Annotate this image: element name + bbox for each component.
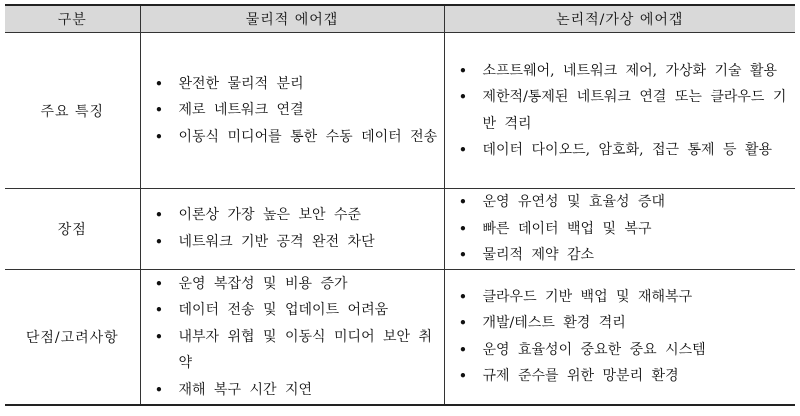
header-logical-airgap: 논리적/가상 에어갭 — [444, 5, 795, 33]
row-label-key-features: 주요 특징 — [5, 33, 140, 189]
list-item: • 내부자 위협 및 이동식 미디어 보안 취약 — [141, 324, 438, 377]
bullet-list — [445, 284, 796, 390]
list-item: • 네트워크 기반 공격 완전 차단 — [141, 229, 438, 256]
list-item: • 운영 효율성이 중요한 중요 시스템 — [445, 337, 790, 364]
list-item: • 이론상 가장 높은 보안 수준 — [141, 202, 438, 229]
list-item: • 소프트웨어, 네트워크 제어, 가상화 기술 활용 — [445, 58, 790, 85]
list-item: • 빠른 데이터 백업 및 복구 — [445, 216, 790, 243]
list-item: • 완전한 물리적 분리 — [141, 71, 438, 98]
list-item: • 이동식 미디어를 통한 수동 데이터 전송 — [141, 124, 438, 151]
list-item: • 재해 복구 시간 지연 — [141, 377, 438, 404]
logical-advantages-cell — [444, 189, 795, 270]
row-label-advantages: 장점 — [5, 189, 140, 270]
header-row — [5, 5, 795, 33]
row-key-features — [5, 33, 795, 189]
row-disadvantages — [5, 269, 795, 405]
physical-advantages-cell — [140, 189, 444, 270]
bullet-list — [445, 58, 796, 164]
list-item: • 개발/테스트 환경 격리 — [445, 310, 790, 337]
header-physical-airgap: 물리적 에어갭 — [140, 5, 444, 33]
bullet-list — [445, 189, 796, 269]
header-category: 구분 — [5, 5, 140, 33]
logical-key-features-cell — [444, 33, 795, 189]
bullet-list — [141, 271, 444, 404]
bullet-list — [141, 71, 444, 151]
list-item: • 운영 유연성 및 효율성 증대 — [445, 189, 790, 216]
physical-disadvantages-cell — [140, 269, 444, 405]
list-item: • 물리적 제약 감소 — [445, 242, 790, 269]
comparison-table — [5, 4, 795, 406]
list-item: • 클라우드 기반 백업 및 재해복구 — [445, 284, 790, 311]
row-advantages — [5, 189, 795, 270]
list-item: • 제로 네트워크 연결 — [141, 97, 438, 124]
row-label-disadvantages: 단점/고려사항 — [5, 269, 140, 405]
list-item: • 데이터 다이오드, 암호화, 접근 통제 등 활용 — [445, 137, 790, 164]
list-item: • 규제 준수를 위한 망분리 환경 — [445, 363, 790, 390]
list-item: • 데이터 전송 및 업데이트 어려움 — [141, 297, 438, 324]
physical-key-features-cell — [140, 33, 444, 189]
logical-disadvantages-cell — [444, 269, 795, 405]
list-item: • 제한적/통제된 네트워크 연결 또는 클라우드 기반 격리 — [445, 84, 790, 137]
list-item: • 운영 복잡성 및 비용 증가 — [141, 271, 438, 298]
bullet-list — [141, 202, 444, 255]
